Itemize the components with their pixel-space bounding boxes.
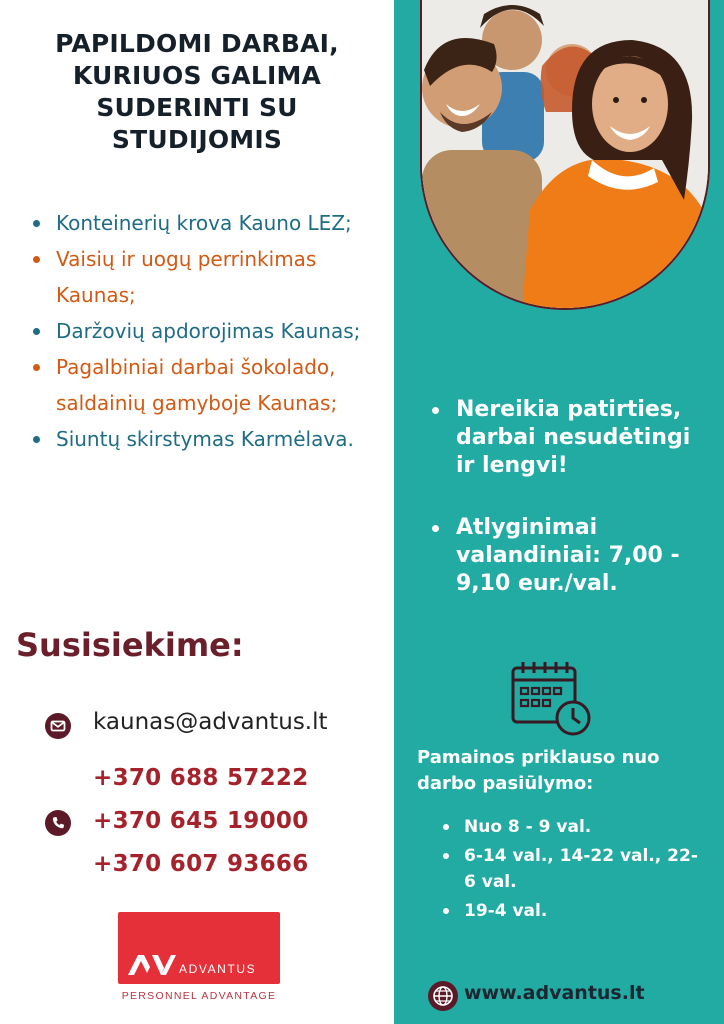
job-item-parcel-sorting: Siuntų skirstymas Karmėlava.	[30, 421, 375, 457]
email-link[interactable]: kaunas@advantus.lt	[93, 709, 328, 735]
envelope-icon	[45, 713, 71, 739]
shift-item-2: 6-14 val., 14-22 val., 22-6 val.	[438, 843, 698, 895]
phone-number-2[interactable]: +370 645 19000	[93, 808, 309, 834]
job-item-fruit-sorting: Vaisių ir uogų perrinkimas Kaunas;	[30, 241, 375, 313]
advantus-logo	[118, 912, 280, 984]
shift-item-3: 19-4 val.	[438, 898, 698, 924]
logo-mark-icon	[128, 954, 176, 976]
students-illustration	[422, 0, 710, 310]
contact-title: Susisiekime:	[16, 626, 244, 664]
job-list	[30, 205, 375, 457]
globe-icon	[428, 981, 458, 1011]
calendar-clock-icon	[510, 660, 596, 740]
phone-number-1[interactable]: +370 688 57222	[93, 765, 309, 791]
phone-number-3[interactable]: +370 607 93666	[93, 851, 309, 877]
right-panel	[394, 0, 724, 1024]
students-photo	[420, 0, 710, 310]
website-link[interactable]: www.advantus.lt	[464, 982, 645, 1004]
shift-item-1: Nuo 8 - 9 val.	[438, 814, 698, 840]
page-title: PAPILDOMI DARBAI, KURIUOS GALIMA SUDERINTI SU STUDIJOMIS	[55, 29, 339, 154]
logo-tagline: PERSONNEL ADVANTAGE	[121, 990, 277, 1002]
benefits-list	[426, 396, 716, 598]
benefit-hourly-pay: Atlyginimai valandiniai: 7,00 - 9,10 eur./val.	[426, 514, 716, 598]
benefit-no-experience: Nereikia patirties, darbai nesudėtingi ir lengvi!	[426, 396, 716, 480]
job-item-chocolate-production: Pagalbiniai darbai šokolado, saldainių gamyboje Kaunas;	[30, 349, 375, 421]
shift-list	[438, 814, 698, 924]
logo-wordmark: ADVANTUS	[179, 962, 257, 976]
phone-icon	[45, 810, 71, 836]
job-item-container-loading: Konteinerių krova Kauno LEZ;	[30, 205, 375, 241]
shifts-title: Pamainos priklauso nuo darbo pasiūlymo:	[417, 747, 660, 794]
job-item-vegetable-processing: Daržovių apdorojimas Kaunas;	[30, 313, 375, 349]
